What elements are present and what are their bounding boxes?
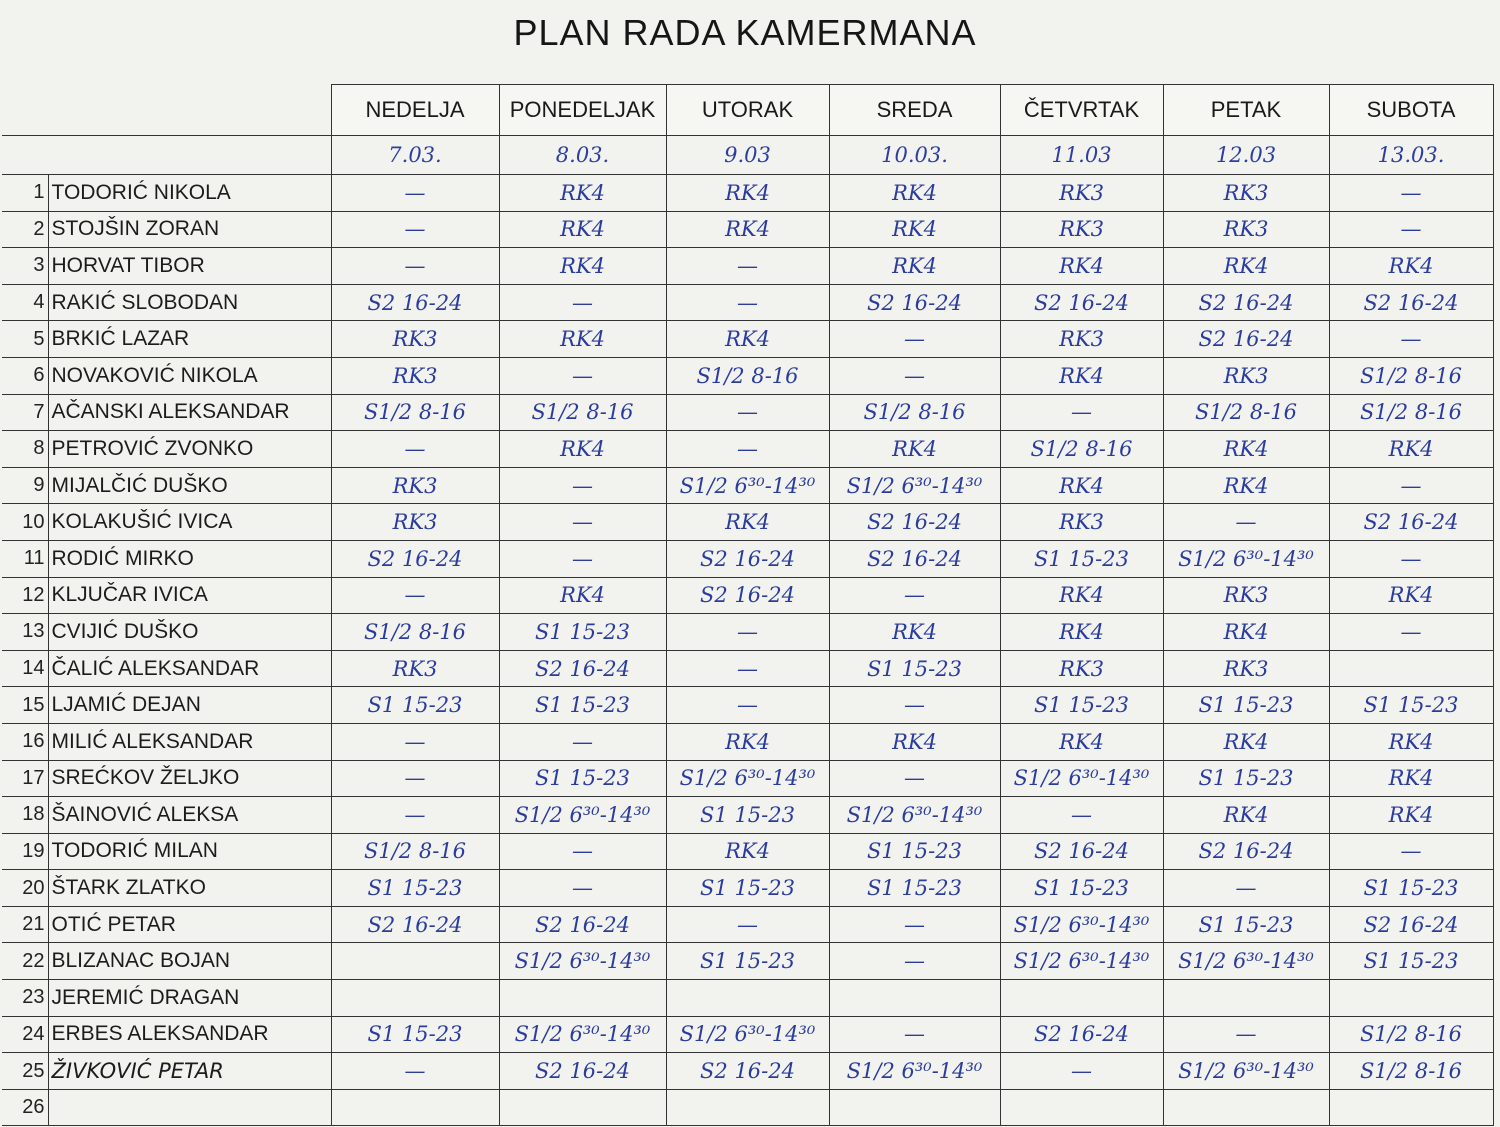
shift-cell: S1/2 8-16: [666, 357, 829, 394]
shift-cell: RK4: [1329, 431, 1493, 468]
shift-cell: —: [499, 284, 666, 321]
table-row: [2, 687, 1493, 724]
employee-name: KLJUČAR IVICA: [48, 577, 331, 614]
date-cell: 7.03.: [331, 136, 499, 175]
shift-cell: S1/2 8-16: [331, 614, 499, 651]
shift-cell: S1 15-23: [666, 870, 829, 907]
employee-name: STOJŠIN ZORAN: [48, 211, 331, 248]
shift-cell: —: [1163, 870, 1329, 907]
shift-cell: S1 15-23: [1329, 687, 1493, 724]
shift-cell: S1/2 8-16: [1329, 394, 1493, 431]
row-number: 26: [2, 1089, 48, 1126]
shift-cell: RK4: [666, 321, 829, 358]
shift-cell: S1 15-23: [1000, 687, 1163, 724]
shift-cell: —: [1163, 504, 1329, 541]
table-row: [2, 906, 1493, 943]
employee-name: SREĆKOV ŽELJKO: [48, 760, 331, 797]
shift-cell: S1 15-23: [1163, 760, 1329, 797]
shift-cell: —: [1000, 394, 1163, 431]
shift-cell: RK4: [1163, 467, 1329, 504]
row-number: 7: [2, 394, 48, 431]
shift-cell: RK4: [499, 248, 666, 285]
shift-cell: —: [499, 540, 666, 577]
shift-cell: —: [1000, 1053, 1163, 1090]
employee-name: TODORIĆ MILAN: [48, 833, 331, 870]
shift-cell: RK4: [666, 833, 829, 870]
shift-cell: —: [499, 357, 666, 394]
day-header: SREDA: [829, 85, 1000, 136]
shift-cell: —: [666, 906, 829, 943]
shift-cell: RK4: [829, 723, 1000, 760]
row-number: 2: [2, 211, 48, 248]
shift-cell: S1 15-23: [829, 870, 1000, 907]
row-number: 10: [2, 504, 48, 541]
shift-cell: —: [829, 906, 1000, 943]
employee-name: ČALIĆ ALEKSANDAR: [48, 650, 331, 687]
table-row: [2, 980, 1493, 1017]
date-cell: 13.03.: [1329, 136, 1493, 175]
employee-name: MIJALČIĆ DUŠKO: [48, 467, 331, 504]
shift-cell: —: [1163, 1016, 1329, 1053]
shift-cell: —: [499, 833, 666, 870]
row-number: 12: [2, 577, 48, 614]
shift-cell: RK3: [331, 504, 499, 541]
shift-cell: RK4: [1000, 467, 1163, 504]
shift-cell: S1/2 6³⁰-14³⁰: [829, 467, 1000, 504]
row-number: 3: [2, 248, 48, 285]
shift-cell: RK4: [1000, 248, 1163, 285]
date-cell: 10.03.: [829, 136, 1000, 175]
shift-cell: RK4: [1163, 797, 1329, 834]
shift-cell: RK4: [499, 321, 666, 358]
table-row: [2, 248, 1493, 285]
shift-cell: —: [829, 687, 1000, 724]
shift-cell: [1329, 1089, 1493, 1126]
employee-name: ERBES ALEKSANDAR: [48, 1016, 331, 1053]
shift-cell: —: [1329, 467, 1493, 504]
employee-name: AČANSKI ALEKSANDAR: [48, 394, 331, 431]
shift-cell: S2 16-24: [829, 504, 1000, 541]
shift-cell: S2 16-24: [1329, 284, 1493, 321]
shift-cell: S1/2 8-16: [1000, 431, 1163, 468]
table-row: [2, 540, 1493, 577]
shift-cell: S2 16-24: [1163, 833, 1329, 870]
shift-cell: RK3: [1163, 357, 1329, 394]
shift-cell: S1 15-23: [331, 1016, 499, 1053]
table-row: [2, 650, 1493, 687]
shift-cell: S1 15-23: [499, 760, 666, 797]
table-row: [2, 467, 1493, 504]
day-header: ČETVRTAK: [1000, 85, 1163, 136]
shift-cell: [331, 1089, 499, 1126]
employee-name: KOLAKUŠIĆ IVICA: [48, 504, 331, 541]
shift-cell: —: [1329, 540, 1493, 577]
row-number: 18: [2, 797, 48, 834]
page-title: PLAN RADA KAMERMANA: [513, 12, 977, 53]
table-row: [2, 870, 1493, 907]
shift-cell: S1/2 8-16: [331, 833, 499, 870]
row-number: 22: [2, 943, 48, 980]
shift-cell: —: [829, 1016, 1000, 1053]
shift-cell: [1163, 980, 1329, 1017]
row-number: 23: [2, 980, 48, 1017]
shift-cell: [331, 943, 499, 980]
shift-cell: RK4: [499, 175, 666, 212]
date-cell: 8.03.: [499, 136, 666, 175]
shift-cell: S1/2 6³⁰-14³⁰: [1000, 760, 1163, 797]
schedule-table: [2, 84, 1494, 1126]
shift-cell: RK4: [1000, 614, 1163, 651]
shift-cell: S2 16-24: [666, 540, 829, 577]
table-row: [2, 577, 1493, 614]
shift-cell: RK4: [1329, 797, 1493, 834]
shift-cell: RK4: [1163, 723, 1329, 760]
shift-cell: S2 16-24: [499, 906, 666, 943]
shift-cell: S1/2 6³⁰-14³⁰: [1163, 943, 1329, 980]
shift-cell: [666, 1089, 829, 1126]
shift-cell: —: [666, 687, 829, 724]
shift-cell: RK3: [331, 357, 499, 394]
row-number: 21: [2, 906, 48, 943]
date-row: [2, 136, 1493, 175]
shift-cell: RK4: [1000, 357, 1163, 394]
shift-cell: [1329, 980, 1493, 1017]
shift-cell: RK4: [1329, 723, 1493, 760]
shift-cell: —: [1329, 321, 1493, 358]
row-number: 20: [2, 870, 48, 907]
shift-cell: S2 16-24: [331, 906, 499, 943]
shift-cell: S1/2 8-16: [1329, 357, 1493, 394]
shift-cell: S1/2 8-16: [331, 394, 499, 431]
shift-cell: —: [499, 870, 666, 907]
shift-cell: [666, 980, 829, 1017]
shift-cell: S1 15-23: [666, 943, 829, 980]
employee-name: PETROVIĆ ZVONKO: [48, 431, 331, 468]
header-corner: [2, 85, 331, 136]
employee-name: TODORIĆ NIKOLA: [48, 175, 331, 212]
shift-cell: S2 16-24: [499, 1053, 666, 1090]
shift-cell: RK3: [1000, 175, 1163, 212]
shift-cell: RK4: [829, 211, 1000, 248]
shift-cell: —: [829, 357, 1000, 394]
row-number: 4: [2, 284, 48, 321]
shift-cell: S1 15-23: [1329, 870, 1493, 907]
shift-cell: [331, 980, 499, 1017]
table-row: [2, 357, 1493, 394]
row-number: 16: [2, 723, 48, 760]
table-row: [2, 211, 1493, 248]
shift-cell: RK3: [331, 650, 499, 687]
shift-cell: RK4: [829, 175, 1000, 212]
table-row: [2, 1089, 1493, 1126]
employee-name: HORVAT TIBOR: [48, 248, 331, 285]
shift-cell: S1/2 6³⁰-14³⁰: [499, 943, 666, 980]
shift-cell: S1 15-23: [499, 614, 666, 651]
employee-name: LJAMIĆ DEJAN: [48, 687, 331, 724]
shift-cell: RK4: [1163, 614, 1329, 651]
shift-cell: S2 16-24: [331, 540, 499, 577]
shift-cell: [499, 1089, 666, 1126]
row-number: 8: [2, 431, 48, 468]
shift-cell: S1 15-23: [1163, 906, 1329, 943]
shift-cell: RK4: [666, 723, 829, 760]
shift-cell: [1000, 980, 1163, 1017]
day-header: SUBOTA: [1329, 85, 1493, 136]
employee-name: ŽIVKOVIĆ PETAR: [48, 1053, 331, 1090]
shift-cell: —: [666, 431, 829, 468]
shift-cell: —: [666, 650, 829, 687]
shift-cell: S2 16-24: [1163, 284, 1329, 321]
table-row: [2, 504, 1493, 541]
shift-cell: S1 15-23: [1163, 687, 1329, 724]
shift-cell: S1/2 8-16: [1163, 394, 1329, 431]
shift-cell: RK3: [1000, 321, 1163, 358]
shift-cell: S2 16-24: [1329, 906, 1493, 943]
row-number: 19: [2, 833, 48, 870]
row-number: 9: [2, 467, 48, 504]
table-row: [2, 394, 1493, 431]
row-number: 15: [2, 687, 48, 724]
shift-cell: RK4: [499, 211, 666, 248]
shift-cell: S1/2 6³⁰-14³⁰: [666, 760, 829, 797]
employee-name: BLIZANAC BOJAN: [48, 943, 331, 980]
table-row: [2, 614, 1493, 651]
shift-cell: S2 16-24: [829, 284, 1000, 321]
day-header: PETAK: [1163, 85, 1329, 136]
shift-cell: RK3: [1000, 504, 1163, 541]
shift-cell: RK4: [1000, 577, 1163, 614]
shift-cell: RK4: [1329, 577, 1493, 614]
shift-cell: [829, 1089, 1000, 1126]
row-number: 5: [2, 321, 48, 358]
employee-name: RODIĆ MIRKO: [48, 540, 331, 577]
row-number: 1: [2, 175, 48, 212]
date-cell: 9.03: [666, 136, 829, 175]
shift-cell: RK4: [1000, 723, 1163, 760]
table-row: [2, 431, 1493, 468]
shift-cell: S1/2 6³⁰-14³⁰: [1000, 906, 1163, 943]
shift-cell: —: [1329, 175, 1493, 212]
shift-cell: S2 16-24: [666, 577, 829, 614]
shift-cell: —: [331, 760, 499, 797]
shift-cell: S1 15-23: [829, 833, 1000, 870]
shift-cell: RK3: [1000, 650, 1163, 687]
row-number: 14: [2, 650, 48, 687]
shift-cell: —: [331, 1053, 499, 1090]
row-number: 11: [2, 540, 48, 577]
shift-cell: RK4: [1329, 248, 1493, 285]
shift-cell: S1/2 6³⁰-14³⁰: [666, 1016, 829, 1053]
shift-cell: RK4: [666, 175, 829, 212]
employee-name: ŠAINOVIĆ ALEKSA: [48, 797, 331, 834]
shift-cell: RK4: [666, 504, 829, 541]
day-header: NEDELJA: [331, 85, 499, 136]
shift-cell: [1329, 650, 1493, 687]
table-row: [2, 175, 1493, 212]
shift-cell: S1/2 6³⁰-14³⁰: [1163, 540, 1329, 577]
shift-cell: RK4: [829, 248, 1000, 285]
row-number: 24: [2, 1016, 48, 1053]
shift-cell: —: [499, 467, 666, 504]
table-row: [2, 1053, 1493, 1090]
shift-cell: S2 16-24: [1000, 1016, 1163, 1053]
shift-cell: RK4: [1163, 248, 1329, 285]
date-cell: 12.03: [1163, 136, 1329, 175]
shift-cell: —: [331, 211, 499, 248]
schedule-body: [2, 175, 1493, 1126]
shift-cell: RK3: [1000, 211, 1163, 248]
shift-cell: S1 15-23: [331, 687, 499, 724]
shift-cell: S1/2 6³⁰-14³⁰: [499, 797, 666, 834]
shift-cell: RK3: [1163, 577, 1329, 614]
shift-cell: —: [666, 394, 829, 431]
shift-cell: —: [829, 943, 1000, 980]
shift-cell: S2 16-24: [1163, 321, 1329, 358]
shift-cell: —: [499, 504, 666, 541]
shift-cell: RK4: [1163, 431, 1329, 468]
shift-cell: —: [1329, 211, 1493, 248]
day-header: PONEDELJAK: [499, 85, 666, 136]
row-number: 6: [2, 357, 48, 394]
shift-cell: [1163, 1089, 1329, 1126]
shift-cell: —: [1329, 614, 1493, 651]
table-row: [2, 321, 1493, 358]
shift-cell: S1 15-23: [331, 870, 499, 907]
shift-cell: RK3: [1163, 650, 1329, 687]
shift-cell: S2 16-24: [1329, 504, 1493, 541]
shift-cell: RK3: [331, 321, 499, 358]
shift-cell: S2 16-24: [666, 1053, 829, 1090]
shift-cell: [829, 980, 1000, 1017]
shift-cell: S1 15-23: [1000, 870, 1163, 907]
employee-name: BRKIĆ LAZAR: [48, 321, 331, 358]
shift-cell: S1 15-23: [829, 650, 1000, 687]
employee-name: ŠTARK ZLATKO: [48, 870, 331, 907]
day-header: UTORAK: [666, 85, 829, 136]
shift-cell: —: [331, 797, 499, 834]
shift-cell: S1/2 6³⁰-14³⁰: [499, 1016, 666, 1053]
shift-cell: S1/2 6³⁰-14³⁰: [1000, 943, 1163, 980]
shift-cell: S1 15-23: [1329, 943, 1493, 980]
shift-cell: —: [829, 760, 1000, 797]
shift-cell: RK3: [1163, 211, 1329, 248]
shift-cell: —: [331, 431, 499, 468]
employee-name: MILIĆ ALEKSANDAR: [48, 723, 331, 760]
shift-cell: S1/2 8-16: [1329, 1016, 1493, 1053]
shift-cell: S1/2 6³⁰-14³⁰: [666, 467, 829, 504]
shift-cell: RK4: [499, 431, 666, 468]
employee-name: RAKIĆ SLOBODAN: [48, 284, 331, 321]
table-row: [2, 760, 1493, 797]
shift-cell: —: [829, 321, 1000, 358]
shift-cell: RK3: [1163, 175, 1329, 212]
shift-cell: —: [1000, 797, 1163, 834]
row-number: 17: [2, 760, 48, 797]
shift-cell: S1/2 8-16: [829, 394, 1000, 431]
shift-cell: S1/2 8-16: [499, 394, 666, 431]
shift-cell: S1/2 6³⁰-14³⁰: [829, 1053, 1000, 1090]
shift-cell: S1 15-23: [1000, 540, 1163, 577]
shift-cell: S1 15-23: [499, 687, 666, 724]
employee-name: OTIĆ PETAR: [48, 906, 331, 943]
shift-cell: —: [829, 577, 1000, 614]
employee-name: JEREMIĆ DRAGAN: [48, 980, 331, 1017]
shift-cell: RK4: [829, 614, 1000, 651]
shift-cell: S1/2 8-16: [1329, 1053, 1493, 1090]
shift-cell: RK4: [1329, 760, 1493, 797]
shift-cell: S2 16-24: [1000, 284, 1163, 321]
shift-cell: —: [331, 248, 499, 285]
shift-cell: S1/2 6³⁰-14³⁰: [1163, 1053, 1329, 1090]
day-header-row: [2, 85, 1493, 136]
row-number: 25: [2, 1053, 48, 1090]
shift-cell: —: [666, 614, 829, 651]
table-row: [2, 797, 1493, 834]
table-row: [2, 943, 1493, 980]
row-number: 13: [2, 614, 48, 651]
shift-cell: S2 16-24: [1000, 833, 1163, 870]
shift-cell: —: [666, 284, 829, 321]
shift-cell: S1/2 6³⁰-14³⁰: [829, 797, 1000, 834]
shift-cell: —: [331, 175, 499, 212]
shift-cell: —: [1329, 833, 1493, 870]
table-row: [2, 833, 1493, 870]
employee-name: [48, 1089, 331, 1126]
table-row: [2, 284, 1493, 321]
shift-cell: S2 16-24: [499, 650, 666, 687]
shift-cell: RK4: [666, 211, 829, 248]
shift-cell: S2 16-24: [829, 540, 1000, 577]
shift-cell: —: [666, 248, 829, 285]
table-row: [2, 723, 1493, 760]
shift-cell: [1000, 1089, 1163, 1126]
shift-cell: —: [499, 723, 666, 760]
shift-cell: [499, 980, 666, 1017]
employee-name: CVIJIĆ DUŠKO: [48, 614, 331, 651]
date-cell: 11.03: [1000, 136, 1163, 175]
shift-cell: S1 15-23: [666, 797, 829, 834]
date-corner: [2, 136, 331, 175]
table-row: [2, 1016, 1493, 1053]
schedule-sheet: [2, 84, 1494, 1126]
shift-cell: RK3: [331, 467, 499, 504]
shift-cell: RK4: [499, 577, 666, 614]
shift-cell: —: [331, 577, 499, 614]
shift-cell: RK4: [829, 431, 1000, 468]
shift-cell: S2 16-24: [331, 284, 499, 321]
employee-name: NOVAKOVIĆ NIKOLA: [48, 357, 331, 394]
shift-cell: —: [331, 723, 499, 760]
